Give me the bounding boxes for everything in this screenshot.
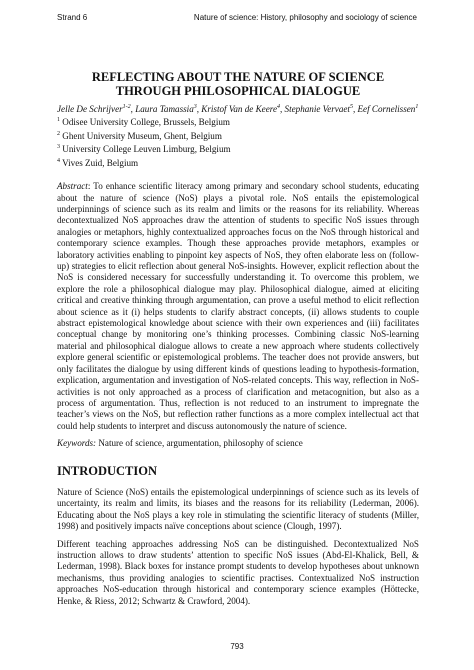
author-name: Laura Tamassia [135,104,194,115]
intro-paragraph-1: Nature of Science (NoS) entails the epistemological underpinnings of science such as its levels of uncertainty, its realm and limits, its biases and the reasons for its reliability (Lederman, 2006). Educating about the NoS plays a key role in stimulating the scientific literacy of students (Miller, 1998) and positively impacts naïve conceptions about science (Clough, 1997). [57,486,419,532]
author-name: Eef Cornelissen [357,104,416,115]
affiliation-text: Odisee University College, Brussels, Belgium [62,117,230,128]
author-affiliation-mark: 1 [415,104,419,110]
author-affiliation-mark: 3 [193,104,197,110]
author-name: Jelle De Schrijver [57,104,123,115]
running-header [57,13,417,22]
author-name: Kristof Van de Keere [201,104,277,115]
section-heading-introduction: INTRODUCTION [57,463,158,478]
author-affiliation-mark: 1-2 [122,104,131,110]
paper-title [57,70,419,98]
affiliation-number: 4 [57,157,60,164]
affiliation-text: Ghent University Museum, Ghent, Belgium [62,130,222,141]
affiliation-item [57,129,419,142]
abstract [57,181,419,432]
affiliation-number: 3 [57,144,60,151]
keywords-label: Keywords: [57,438,97,449]
affiliation-item [57,115,419,128]
abstract-label: Abstract [57,181,88,192]
paper-body [57,70,419,613]
affiliation-number: 2 [57,130,60,137]
affiliation-item [57,142,419,155]
header-strand: Strand 6 [57,13,88,22]
author-affiliation-mark: 5 [349,104,353,110]
keywords [57,438,419,449]
author-affiliation-mark: 4 [277,104,280,110]
affiliation-text: Vives Zuid, Belgium [62,157,139,168]
header-section-title: Nature of science: History, philosophy and sociology of science [193,13,417,22]
keywords-text: Nature of science, argumentation, philosophy of science [96,438,303,449]
author-name: Stephanie Vervaet [284,104,350,115]
intro-paragraph-2: Different teaching approaches addressing NoS can be distinguished. Decontextualized NoS instruction allows to draw students’ attention to specific NoS issues (Abd-El-Khalick, Bell, & Lederman, 1998). Black boxes for instance prompt students to develop hypotheses about unknown mechanisms, thus providing analogies to scientific practises. Contextualized NoS instruction approaches NoS-education through historical and contemporary science examples (Höttecke, Henke, & Riess, 2012; Schwartz & Crawford, 2004). [57,538,419,606]
title-line-2: THROUGH PHILOSOPHICAL DIALOGUE [115,84,361,98]
affiliation-list [57,115,419,169]
affiliation-number: 1 [57,117,60,124]
page-number: 793 [230,642,244,651]
affiliation-item [57,156,419,169]
title-line-1: REFLECTING ABOUT THE NATURE OF SCIENCE [91,70,385,84]
author-list: Jelle De Schrijver$^{1-2}$, Laura Tamassia$^3$, Kristof Van de Keere$^4$, Stephanie Vervaet$^5$, Eef Cornelissen$^1$ [57,104,419,115]
abstract-text: : To enhance scientific literacy among primary and secondary school students, educating about the nature of science (NoS) plays a pivotal role. NoS entails the epistemological underpinnings of science such as its realm and limits or the reasons for its reliability. Whereas decontextualized NoS approaches draw the attention of students to specific NoS issues through analogies or metaphors, highly contextualized approaches focus on the NoS through historical and contemporary science examples. Though these approaches provide metaphors, examples or laboratory activities enabling to pinpoint key aspects of NoS, they often elaborate less on (follow-up) strategies to elicit reflection about general NoS-insights. However, explicit reflection about the NoS is considered necessary for successfully understanding it. To overcome this problem, we explore the role a philosophical dialogue may play. Philosophical dialogue, aimed at eliciting critical and creative thinking through argumentation, can prove a useful method to elicit reflection about science as it (i) helps students to clarify abstract concepts, (ii) allows students to couple abstract epistemological knowledge about science with their own experiences and (iii) facilitates conceptual change by monitoring one’s thinking processes. Combining classic NoS-learning material and philosophical dialogue allows to create a new approach where students collectively explore general scientific or epistemological problems. The teacher does not provide answers, but only facilitates the dialogue by using different kinds of questions leading to hypothesis-formation, explication, argumentation and investigation of NoS-related concepts. This way, reflection in NoS-activities is not only approached as a process of clarification and metacognition, but also as a process of argumentation. Thus, reflection is not reduced to an instrument to impregnate the teacher’s views on the NoS, but reflection rather functions as a more complex intellectual act that could help students to interpret and discuss autonomously the nature of science. [57,181,419,431]
affiliation-text: University College Leuven Limburg, Belgium [62,144,231,155]
